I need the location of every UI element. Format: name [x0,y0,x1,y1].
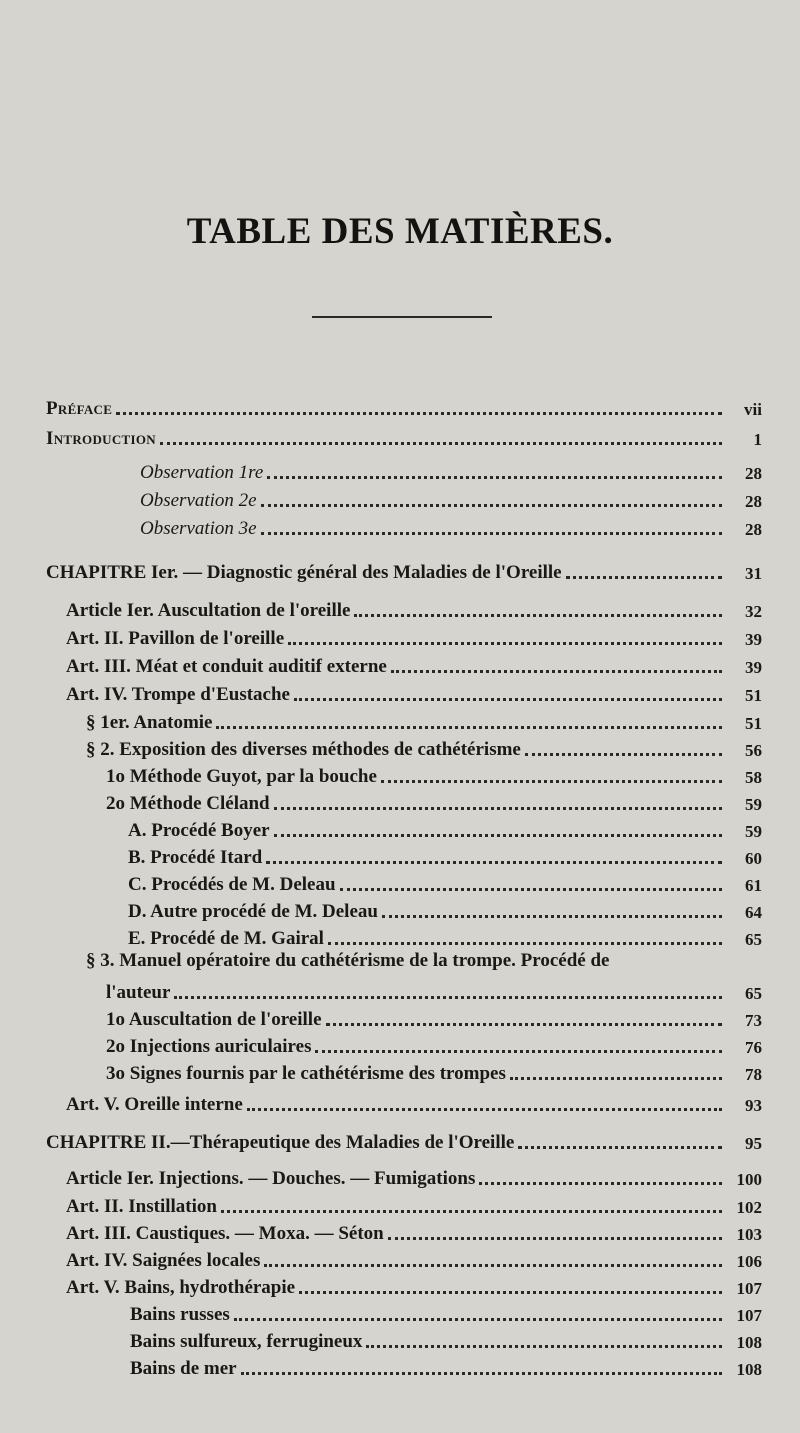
toc-entry-page: 31 [745,564,762,583]
toc-entry [140,484,762,512]
toc-entry [46,392,762,420]
toc-entry-label: Art. IV. Trompe d'Eustache [66,684,290,705]
toc-entry-page: 102 [736,1198,762,1217]
toc-entry-label: Article Ier. Auscultation de l'oreille [66,600,351,621]
dot-leader [391,669,722,673]
toc-entry [46,1126,762,1154]
dot-leader [388,1236,722,1240]
toc-entry-page: 51 [745,686,762,705]
dot-leader [274,806,722,810]
toc-entry [66,650,762,678]
toc-entry-page: 1 [753,430,762,449]
toc-entry [46,556,762,584]
toc-entry-page: 107 [736,1306,762,1325]
toc-entry-page: 59 [745,795,762,814]
toc-entry [106,1030,762,1058]
toc-entry [140,512,762,540]
toc-entry-page: 28 [745,464,762,483]
toc-entry-label: Art. II. Instillation [66,1196,217,1217]
toc-entry-label: CHAPITRE II.—Thérapeutique des Maladies de l'Oreille [46,1132,515,1153]
dot-leader [261,503,722,507]
toc-entry-label: § 1er. Anatomie [86,712,213,733]
toc-entry-label: Observation 2e [140,490,257,511]
toc-entry-page: 64 [745,903,762,922]
toc-entry [66,678,762,706]
toc-entry-page: 65 [745,930,762,949]
toc-entry-page: 28 [745,492,762,511]
toc-entry [66,594,762,622]
dot-leader [288,641,722,645]
toc-entry [66,1190,762,1218]
toc-entry-page: 107 [736,1279,762,1298]
toc-entry-label: 1o Méthode Guyot, par la bouche [106,766,377,787]
dot-leader [382,914,722,918]
dot-leader [354,613,722,617]
toc-entry-page: 95 [745,1134,762,1153]
toc-entry-label: 3o Signes fournis par le cathétérisme des trompes [106,1063,506,1084]
toc-entry-page: 65 [745,984,762,1003]
toc-entry-label: Art. III. Caustiques. — Moxa. — Séton [66,1223,384,1244]
dot-leader [234,1317,722,1321]
toc-entry-label: Art. V. Oreille interne [66,1094,243,1115]
toc-entry [140,456,762,484]
toc-entry-label: Observation 3e [140,518,257,539]
toc-entry [46,422,762,450]
toc-entry [86,706,762,734]
toc-entry [128,841,762,869]
dot-leader [221,1209,722,1213]
toc-entry-label: Observation 1re [140,462,264,483]
toc-entry-page: 60 [745,849,762,868]
toc-entry-label: Article Ier. Injections. — Douches. — Fumigations [66,1168,476,1189]
dot-leader [326,1022,722,1026]
dot-leader [340,887,722,891]
toc-entry-page: 61 [745,876,762,895]
toc-entry [128,895,762,923]
toc-entry [128,922,762,950]
toc-entry-page: 100 [736,1170,762,1189]
dot-leader [328,941,722,945]
dot-leader [116,411,722,415]
toc-entry-label: Bains de mer [130,1358,237,1379]
dot-leader [479,1181,722,1185]
toc-entry-page: 58 [745,768,762,787]
toc-entry [66,622,762,650]
toc-entry-label: 2o Injections auriculaires [106,1036,312,1057]
toc-entry-label: Bains sulfureux, ferrugineux [130,1331,363,1352]
dot-leader [566,575,722,579]
toc-entry-label: Art. V. Bains, hydrothérapie [66,1277,296,1298]
toc-entry [86,733,762,761]
dot-leader [160,441,722,445]
dot-leader [274,833,722,837]
toc-entry-page: 28 [745,520,762,539]
toc-entry [128,814,762,842]
dot-leader [525,752,722,756]
toc-entry [130,1298,762,1326]
toc-entry-label: l'auteur [106,982,171,1003]
toc-entry-page: 56 [745,741,762,760]
toc-entry-page: 39 [745,630,762,649]
toc-entry-page: 76 [745,1038,762,1057]
toc-entry [106,1057,762,1085]
toc-entry-continued: § 3. Manuel opératoire du cathétérisme de la trompe. Procédé de [86,950,610,971]
toc-entry-page: 32 [745,602,762,621]
toc-entry-label: Préface [46,398,113,419]
toc-entry-label: A. Procédé Boyer [128,820,270,841]
toc-entry-page: 51 [745,714,762,733]
dot-leader [174,995,722,999]
dot-leader [315,1049,722,1053]
dot-leader [299,1290,722,1294]
toc-entry-page: 59 [745,822,762,841]
toc-entry [66,1162,762,1190]
toc-entry-label: Art. IV. Saignées locales [66,1250,261,1271]
toc-entry [106,760,762,788]
toc-entry-label: Art. II. Pavillon de l'oreille [66,628,285,649]
dot-leader [366,1344,722,1348]
toc-entry [106,787,762,815]
toc-entry-label: E. Procédé de M. Gairal [128,928,324,949]
toc-entry-page: 93 [745,1096,762,1115]
toc-entry-label: § 2. Exposition des diverses méthodes de cathétérisme [86,739,521,760]
dot-leader [241,1371,722,1375]
dot-leader [247,1107,722,1111]
toc-entry [106,1003,762,1031]
dot-leader [216,725,722,729]
toc-entry-page: 73 [745,1011,762,1030]
dot-leader [381,779,722,783]
toc-entry [66,1244,762,1272]
dot-leader [294,697,722,701]
toc-entry [128,868,762,896]
toc-entry-label: B. Procédé Itard [128,847,263,868]
toc-entry-label: 2o Méthode Cléland [106,793,270,814]
page-title: TABLE DES MATIÈRES. [186,211,614,252]
toc-entry-label: D. Autre procédé de M. Deleau [128,901,378,922]
toc-entry [66,1088,762,1116]
toc-entry-label: 1o Auscultation de l'oreille [106,1009,322,1030]
dot-leader [518,1145,722,1149]
dot-leader [267,475,722,479]
toc-entry-label: Bains russes [130,1304,230,1325]
toc-entry [106,976,762,1004]
toc-entry-page: 78 [745,1065,762,1084]
toc-entry [130,1325,762,1353]
toc-entry [66,1271,762,1299]
toc-entry-page: 103 [736,1225,762,1244]
dot-leader [510,1076,722,1080]
toc-entry-page: 108 [736,1333,762,1352]
toc-entry-label: Introduction [46,428,156,449]
dot-leader [261,531,722,535]
toc-entry-label: CHAPITRE Ier. — Diagnostic général des Maladies de l'Oreille [46,562,562,583]
toc-entry-page: 108 [736,1360,762,1379]
title-rule [312,316,492,318]
toc-entry-page: vii [744,400,762,419]
toc-entry [130,1352,762,1380]
dot-leader [266,860,722,864]
toc-entry-page: 106 [736,1252,762,1271]
toc-entry [66,1217,762,1245]
toc-entry-label: C. Procédés de M. Deleau [128,874,336,895]
dot-leader [264,1263,722,1267]
toc-entry-label: Art. III. Méat et conduit auditif externe [66,656,387,677]
toc-entry-page: 39 [745,658,762,677]
